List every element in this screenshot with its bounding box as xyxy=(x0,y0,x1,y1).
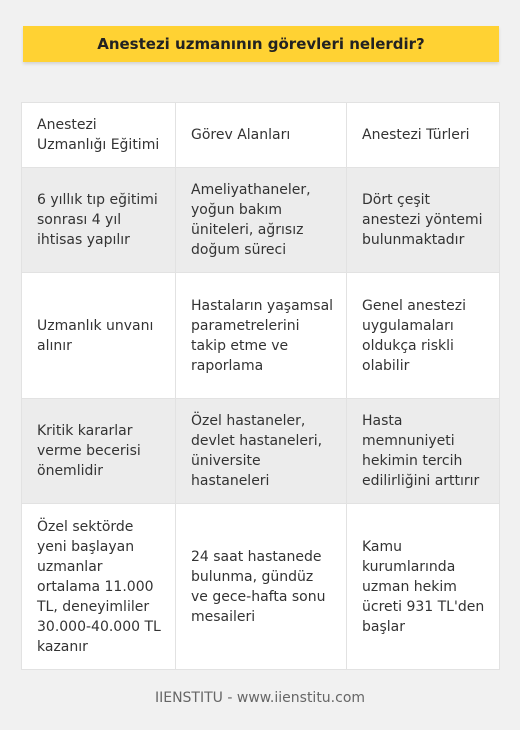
table-cell: Genel anestezi uygulamaları oldukça riskli olabilir xyxy=(347,273,500,399)
table-cell: 6 yıllık tıp eğitimi sonrası 4 yıl ihtisas yapılır xyxy=(22,168,176,273)
table-cell: Özel hastaneler, devlet hastaneleri, üniversite hastaneleri xyxy=(176,399,347,504)
header-cell: Anestezi Türleri xyxy=(347,103,500,168)
table-header-row xyxy=(22,103,500,168)
table-cell: Hasta memnuniyeti hekimin tercih edilirliğini arttırır xyxy=(347,399,500,504)
table-cell: Kritik kararlar verme becerisi önemlidir xyxy=(22,399,176,504)
table-row xyxy=(22,168,500,273)
table-cell: Ameliyathaneler, yoğun bakım üniteleri, ağrısız doğum süreci xyxy=(176,168,347,273)
header-cell: Görev Alanları xyxy=(176,103,347,168)
page-title: Anestezi uzmanının görevleri nelerdir? xyxy=(23,26,499,62)
table-cell: 24 saat hastanede bulunma, gündüz ve gece-hafta sonu mesaileri xyxy=(176,504,347,670)
table-cell: Özel sektörde yeni başlayan uzmanlar ortalama 11.000 TL, deneyimliler 30.000-40.000 TL kazanır xyxy=(22,504,176,670)
table-cell: Kamu kurumlarında uzman hekim ücreti 931 TL'den başlar xyxy=(347,504,500,670)
table-row xyxy=(22,399,500,504)
footer-credit: IIENSTITU - www.iienstitu.com xyxy=(154,690,366,706)
table-row xyxy=(22,273,500,399)
table-cell: Uzmanlık unvanı alınır xyxy=(22,273,176,399)
info-table xyxy=(21,102,500,670)
table-row xyxy=(22,504,500,670)
header-cell: Anestezi Uzmanlığı Eğitimi xyxy=(22,103,176,168)
table-cell: Dört çeşit anestezi yöntemi bulunmaktadır xyxy=(347,168,500,273)
table-cell: Hastaların yaşamsal parametrelerini takip etme ve raporlama xyxy=(176,273,347,399)
